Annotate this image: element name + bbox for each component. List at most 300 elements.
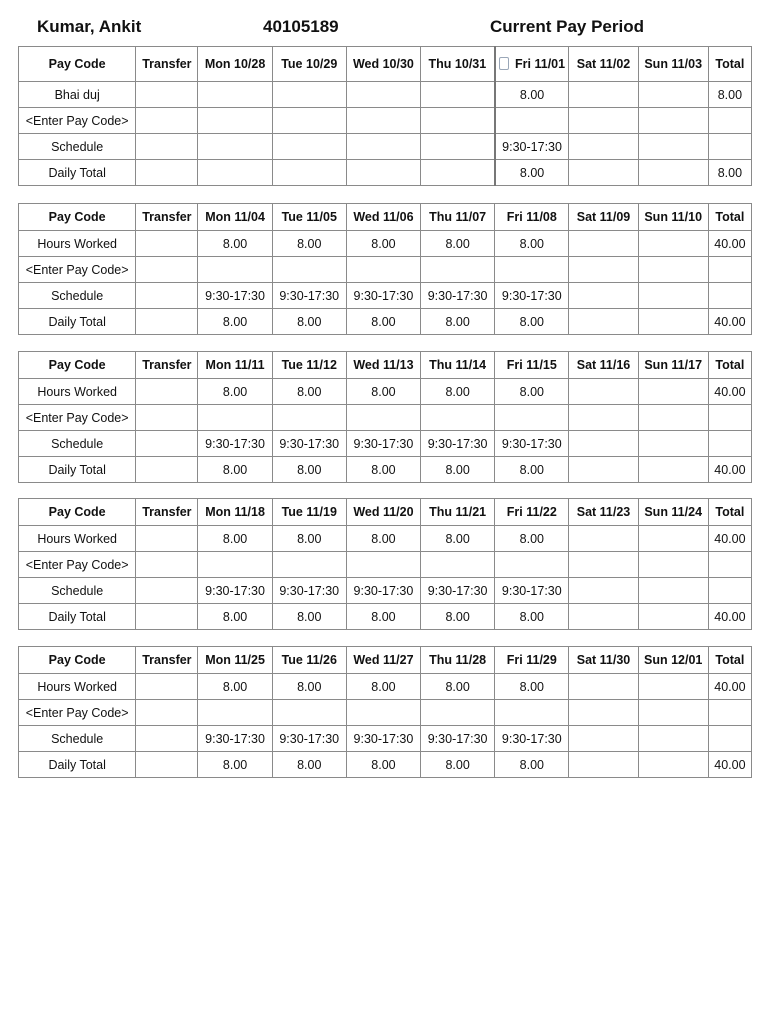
column-header [346, 647, 420, 674]
row-label-cell[interactable]: Bhai duj [19, 82, 136, 108]
enter-pay-code-row [19, 552, 752, 578]
table-cell[interactable] [495, 405, 569, 431]
table-cell[interactable] [136, 108, 198, 134]
column-header [495, 47, 569, 82]
table-cell[interactable] [198, 700, 272, 726]
table-cell[interactable]: 8.00 [346, 231, 420, 257]
row-label-cell: Daily Total [19, 309, 136, 335]
column-header [638, 204, 708, 231]
column-header [198, 499, 272, 526]
column-header [638, 647, 708, 674]
table-cell: 9:30-17:30 [198, 283, 272, 309]
table-cell: 9:30-17:30 [346, 283, 420, 309]
table-cell [638, 134, 708, 160]
column-header-label: Sun 11/03 [644, 57, 703, 71]
table-cell: 40.00 [708, 309, 751, 335]
table-cell[interactable] [638, 108, 708, 134]
table-cell: 9:30-17:30 [198, 578, 272, 604]
table-cell[interactable]: 8.00 [495, 674, 569, 700]
table-cell[interactable] [198, 82, 272, 108]
table-cell [638, 752, 708, 778]
table-cell [569, 457, 638, 483]
row-label-cell: Schedule [19, 134, 136, 160]
table-cell [708, 283, 751, 309]
table-cell[interactable] [495, 108, 569, 134]
column-header [421, 47, 495, 82]
column-header [272, 352, 346, 379]
table-cell [198, 134, 272, 160]
column-header [708, 647, 751, 674]
table-cell: 8.00 [346, 457, 420, 483]
table-cell [569, 309, 638, 335]
schedule-row [19, 283, 752, 309]
table-cell [569, 160, 638, 186]
table-cell[interactable] [638, 674, 708, 700]
table-cell: 9:30-17:30 [495, 283, 569, 309]
table-cell[interactable] [638, 379, 708, 405]
table-cell [638, 309, 708, 335]
column-header-label: Sat 11/09 [576, 210, 631, 224]
table-cell[interactable] [638, 700, 708, 726]
daily-total-row [19, 752, 752, 778]
column-header-label: Wed 11/13 [353, 358, 414, 372]
table-cell: 40.00 [708, 604, 751, 630]
table-cell [136, 604, 198, 630]
table-cell[interactable]: 8.00 [198, 526, 272, 552]
column-header [569, 499, 638, 526]
table-cell[interactable]: 8.00 [346, 379, 420, 405]
column-header-label: Transfer [142, 57, 192, 71]
table-cell[interactable] [272, 552, 346, 578]
table-cell [708, 726, 751, 752]
table-cell [638, 431, 708, 457]
column-header [495, 647, 569, 674]
column-header-label: Transfer [142, 210, 192, 224]
row-label-cell[interactable]: <Enter Pay Code> [19, 700, 136, 726]
table-cell [136, 431, 198, 457]
schedule-row [19, 726, 752, 752]
row-label-cell: Schedule [19, 431, 136, 457]
table-cell[interactable] [638, 405, 708, 431]
column-header-label: Pay Code [48, 505, 106, 519]
table-cell: 9:30-17:30 [272, 578, 346, 604]
enter-pay-code-row [19, 405, 752, 431]
table-cell[interactable] [708, 108, 751, 134]
table-cell: 8.00 [198, 604, 272, 630]
column-header-label: Fri 11/01 [515, 57, 566, 71]
row-label-cell: Schedule [19, 283, 136, 309]
table-cell: 9:30-17:30 [421, 578, 495, 604]
header-row [19, 352, 752, 379]
table-cell: 9:30-17:30 [421, 726, 495, 752]
column-header [272, 499, 346, 526]
table-cell[interactable] [198, 108, 272, 134]
table-cell[interactable] [136, 552, 198, 578]
table-cell: 8.00 [421, 309, 495, 335]
column-header-label: Transfer [142, 505, 192, 519]
table-cell [569, 134, 638, 160]
timesheet-week-table [18, 646, 752, 778]
table-cell[interactable] [272, 405, 346, 431]
column-header [569, 47, 638, 82]
table-cell: 8.00 [272, 457, 346, 483]
table-cell: 40.00 [708, 457, 751, 483]
table-cell[interactable] [272, 257, 346, 283]
table-cell[interactable] [346, 82, 420, 108]
table-cell: 8.00 [495, 604, 569, 630]
table-cell[interactable]: 8.00 [421, 526, 495, 552]
column-header-label: Thu 11/14 [429, 358, 487, 372]
table-cell[interactable] [136, 405, 198, 431]
column-header [569, 204, 638, 231]
row-label-cell: Daily Total [19, 457, 136, 483]
column-header [346, 352, 420, 379]
table-cell[interactable] [708, 700, 751, 726]
table-cell [708, 578, 751, 604]
column-header-label: Total [715, 57, 745, 71]
column-header-label: Transfer [142, 653, 192, 667]
table-cell[interactable]: 8.00 [346, 526, 420, 552]
timesheet-week-table [18, 203, 752, 335]
column-header [136, 47, 198, 82]
table-cell[interactable] [638, 257, 708, 283]
column-header [136, 499, 198, 526]
table-cell [569, 578, 638, 604]
pay-code-row [19, 526, 752, 552]
table-cell[interactable] [569, 257, 638, 283]
table-cell[interactable]: 40.00 [708, 674, 751, 700]
column-header [495, 499, 569, 526]
table-cell[interactable] [272, 82, 346, 108]
table-cell[interactable] [569, 231, 638, 257]
column-header-label: Thu 10/31 [428, 57, 487, 71]
column-header-label: Pay Code [48, 358, 106, 372]
pay-code-row [19, 379, 752, 405]
table-cell[interactable]: 8.00 [421, 231, 495, 257]
column-header-label: Mon 11/25 [205, 653, 265, 667]
table-cell [638, 726, 708, 752]
table-cell[interactable] [421, 552, 495, 578]
daily-total-row [19, 604, 752, 630]
table-cell[interactable] [569, 700, 638, 726]
column-header [708, 499, 751, 526]
column-header-label: Mon 11/18 [205, 505, 265, 519]
column-header-label: Total [715, 358, 745, 372]
schedule-row [19, 134, 752, 160]
table-cell[interactable] [136, 82, 198, 108]
table-cell[interactable] [708, 405, 751, 431]
timesheet-week-table [18, 498, 752, 630]
column-header-label: Sat 11/23 [576, 505, 631, 519]
table-cell[interactable] [136, 700, 198, 726]
column-header [19, 204, 136, 231]
header-row [19, 647, 752, 674]
column-header [198, 47, 272, 82]
table-cell: 8.00 [198, 752, 272, 778]
table-cell[interactable]: 40.00 [708, 231, 751, 257]
pay-code-row [19, 674, 752, 700]
table-cell[interactable] [198, 405, 272, 431]
table-cell [638, 160, 708, 186]
table-cell[interactable] [421, 700, 495, 726]
table-cell[interactable]: 8.00 [272, 526, 346, 552]
table-cell [136, 726, 198, 752]
table-cell: 9:30-17:30 [346, 578, 420, 604]
table-cell[interactable] [638, 526, 708, 552]
table-cell[interactable] [346, 405, 420, 431]
column-header-label: Tue 10/29 [281, 57, 338, 71]
table-cell [421, 160, 495, 186]
table-cell[interactable] [421, 405, 495, 431]
daily-total-row [19, 309, 752, 335]
table-cell: 9:30-17:30 [421, 283, 495, 309]
table-cell[interactable] [495, 700, 569, 726]
column-header-label: Thu 11/21 [429, 505, 487, 519]
row-label-cell[interactable]: <Enter Pay Code> [19, 257, 136, 283]
table-cell[interactable] [346, 257, 420, 283]
table-cell: 8.00 [495, 752, 569, 778]
table-cell[interactable] [421, 257, 495, 283]
column-header-label: Wed 11/06 [353, 210, 414, 224]
column-header [19, 352, 136, 379]
table-cell[interactable] [569, 108, 638, 134]
table-cell [569, 726, 638, 752]
table-cell[interactable]: 40.00 [708, 379, 751, 405]
table-cell[interactable] [569, 379, 638, 405]
column-header [421, 499, 495, 526]
row-label-cell: Schedule [19, 578, 136, 604]
table-cell [638, 457, 708, 483]
column-header-label: Fri 11/29 [506, 653, 557, 667]
table-cell[interactable] [346, 552, 420, 578]
table-cell: 8.00 [346, 309, 420, 335]
header-row [19, 499, 752, 526]
table-cell[interactable] [198, 552, 272, 578]
column-header [569, 647, 638, 674]
table-cell [136, 752, 198, 778]
row-label-cell[interactable]: Hours Worked [19, 231, 136, 257]
column-header-label: Tue 11/19 [281, 505, 337, 519]
table-cell[interactable]: 8.00 [495, 526, 569, 552]
table-cell[interactable] [346, 700, 420, 726]
column-header [421, 204, 495, 231]
table-cell [708, 134, 751, 160]
column-header [19, 499, 136, 526]
column-header [708, 47, 751, 82]
row-label-cell[interactable]: Hours Worked [19, 674, 136, 700]
column-header [136, 647, 198, 674]
table-cell[interactable] [136, 379, 198, 405]
column-header-label: Total [715, 505, 745, 519]
table-cell: 9:30-17:30 [198, 726, 272, 752]
table-cell[interactable] [346, 108, 420, 134]
table-cell[interactable]: 8.00 [272, 379, 346, 405]
table-cell: 8.00 [421, 752, 495, 778]
enter-pay-code-row [19, 257, 752, 283]
column-header-label: Wed 11/27 [353, 653, 414, 667]
table-cell [136, 578, 198, 604]
column-header [708, 352, 751, 379]
table-cell: 9:30-17:30 [495, 578, 569, 604]
column-header [638, 352, 708, 379]
table-cell[interactable]: 8.00 [198, 231, 272, 257]
table-cell[interactable]: 8.00 [495, 231, 569, 257]
column-header [708, 204, 751, 231]
table-cell[interactable]: 8.00 [421, 379, 495, 405]
table-cell [638, 604, 708, 630]
table-cell[interactable] [638, 82, 708, 108]
schedule-row [19, 431, 752, 457]
column-header [495, 352, 569, 379]
column-header [421, 352, 495, 379]
table-cell[interactable] [421, 108, 495, 134]
table-cell [346, 160, 420, 186]
row-label-cell[interactable]: Hours Worked [19, 526, 136, 552]
column-header [198, 352, 272, 379]
table-cell[interactable] [569, 405, 638, 431]
table-cell: 40.00 [708, 752, 751, 778]
table-cell: 8.00 [495, 160, 569, 186]
employee-name: Kumar, Ankit [37, 17, 142, 36]
column-header-label: Transfer [142, 358, 192, 372]
row-label-cell[interactable]: <Enter Pay Code> [19, 552, 136, 578]
table-cell[interactable] [569, 82, 638, 108]
table-cell[interactable] [708, 257, 751, 283]
table-cell[interactable]: 8.00 [346, 674, 420, 700]
table-cell[interactable]: 8.00 [421, 674, 495, 700]
pay-period-label: Current Pay Period [490, 17, 644, 36]
timesheet-week-table [18, 46, 752, 186]
pay-code-row [19, 82, 752, 108]
row-label-cell[interactable]: <Enter Pay Code> [19, 405, 136, 431]
column-header-label: Tue 11/05 [281, 210, 337, 224]
timesheet-week-table [18, 351, 752, 483]
table-cell [569, 604, 638, 630]
day-select-checkbox[interactable] [499, 57, 509, 70]
table-cell[interactable] [136, 674, 198, 700]
table-cell [136, 309, 198, 335]
row-label-cell[interactable]: Hours Worked [19, 379, 136, 405]
table-cell[interactable] [495, 552, 569, 578]
table-cell[interactable]: 8.00 [708, 82, 751, 108]
column-header [198, 647, 272, 674]
table-cell[interactable] [708, 552, 751, 578]
table-cell[interactable] [638, 552, 708, 578]
table-cell [421, 134, 495, 160]
table-cell[interactable] [569, 526, 638, 552]
row-label-cell[interactable]: <Enter Pay Code> [19, 108, 136, 134]
table-cell: 9:30-17:30 [495, 134, 569, 160]
table-cell[interactable] [569, 552, 638, 578]
column-header [136, 352, 198, 379]
table-cell[interactable]: 8.00 [272, 674, 346, 700]
table-cell[interactable]: 8.00 [272, 231, 346, 257]
column-header [19, 647, 136, 674]
table-cell [136, 134, 198, 160]
table-cell: 9:30-17:30 [272, 283, 346, 309]
table-cell[interactable]: 8.00 [495, 379, 569, 405]
table-cell: 8.00 [421, 604, 495, 630]
table-cell[interactable] [272, 700, 346, 726]
row-label-cell: Daily Total [19, 604, 136, 630]
table-cell[interactable] [136, 231, 198, 257]
table-cell [569, 752, 638, 778]
column-header [136, 204, 198, 231]
column-header-label: Pay Code [48, 57, 106, 71]
column-header-label: Total [715, 210, 745, 224]
table-cell[interactable]: 40.00 [708, 526, 751, 552]
table-cell[interactable] [198, 257, 272, 283]
table-cell[interactable]: 8.00 [198, 674, 272, 700]
enter-pay-code-row [19, 700, 752, 726]
header-row [19, 204, 752, 231]
column-header-label: Sat 11/02 [576, 57, 631, 71]
table-cell[interactable] [421, 82, 495, 108]
table-cell[interactable] [495, 257, 569, 283]
column-header-label: Sun 11/24 [644, 505, 703, 519]
row-label-cell: Schedule [19, 726, 136, 752]
column-header [272, 647, 346, 674]
daily-total-row [19, 160, 752, 186]
table-cell[interactable] [136, 257, 198, 283]
table-cell [569, 431, 638, 457]
daily-total-row [19, 457, 752, 483]
enter-pay-code-row [19, 108, 752, 134]
column-header-label: Sun 11/10 [644, 210, 703, 224]
table-cell: 9:30-17:30 [272, 726, 346, 752]
table-cell[interactable] [136, 526, 198, 552]
table-cell [708, 431, 751, 457]
table-cell [638, 578, 708, 604]
column-header [421, 647, 495, 674]
column-header-label: Fri 11/15 [506, 358, 557, 372]
column-header-label: Sat 11/30 [576, 653, 631, 667]
table-cell: 8.00 [495, 309, 569, 335]
table-cell: 8.00 [421, 457, 495, 483]
table-cell: 9:30-17:30 [198, 431, 272, 457]
column-header [272, 204, 346, 231]
table-cell[interactable] [638, 231, 708, 257]
column-header [346, 47, 420, 82]
table-cell: 8.00 [708, 160, 751, 186]
column-header-label: Wed 10/30 [352, 57, 414, 71]
pay-code-row [19, 231, 752, 257]
column-header [638, 499, 708, 526]
column-header-label: Wed 11/20 [353, 505, 414, 519]
table-cell [272, 134, 346, 160]
table-cell[interactable] [569, 674, 638, 700]
table-cell: 8.00 [346, 752, 420, 778]
column-header-label: Fri 11/22 [506, 505, 557, 519]
table-cell: 9:30-17:30 [346, 431, 420, 457]
column-header-label: Pay Code [48, 210, 106, 224]
table-cell [569, 283, 638, 309]
table-cell[interactable]: 8.00 [495, 82, 569, 108]
table-cell [136, 283, 198, 309]
table-cell[interactable] [272, 108, 346, 134]
header-row [19, 47, 752, 82]
column-header-label: Sat 11/16 [576, 358, 631, 372]
column-header-label: Tue 11/26 [281, 653, 337, 667]
column-header [569, 352, 638, 379]
table-cell [638, 283, 708, 309]
column-header-label: Pay Code [48, 653, 106, 667]
table-cell[interactable]: 8.00 [198, 379, 272, 405]
table-cell: 8.00 [272, 309, 346, 335]
table-cell [198, 160, 272, 186]
column-header [346, 204, 420, 231]
table-cell [136, 457, 198, 483]
